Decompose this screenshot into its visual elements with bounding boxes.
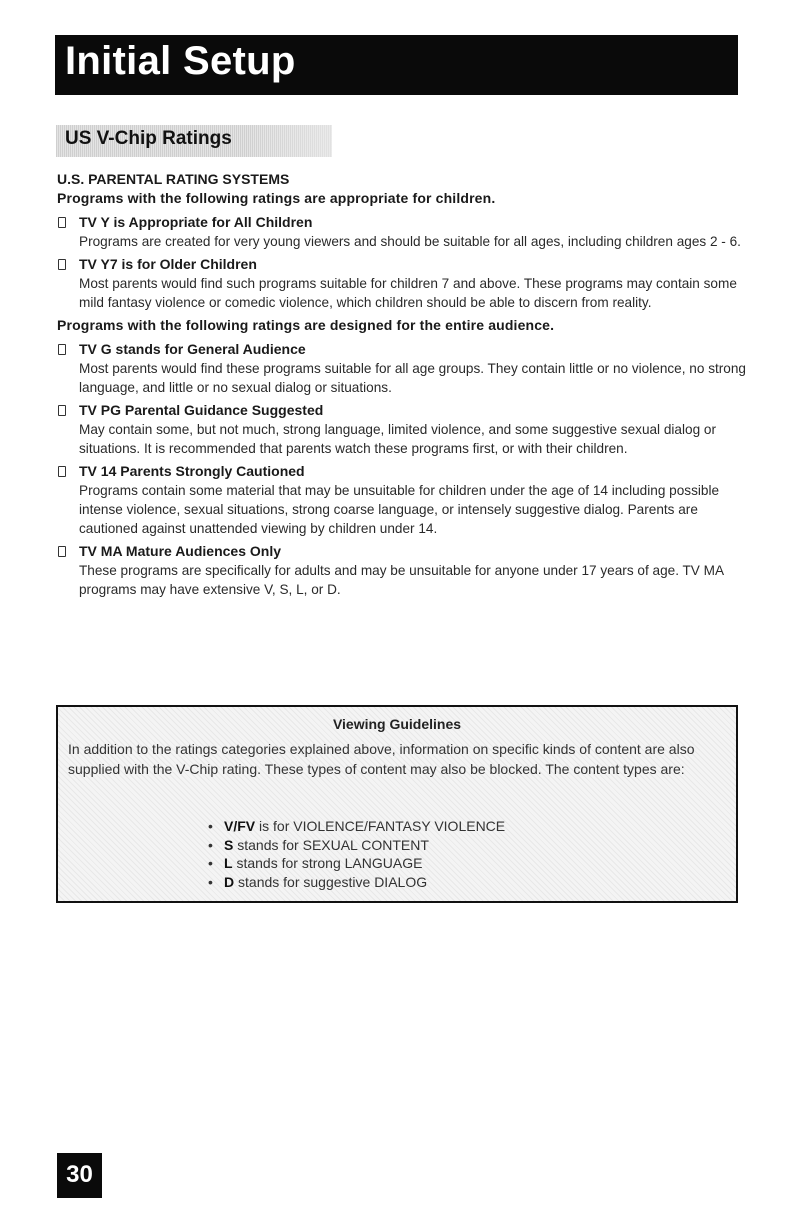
content-type-item: [208, 836, 505, 855]
page-number: 30: [66, 1161, 93, 1188]
rating-description: Programs contain some material that may be unsuitable for children under the age of 14 including possible intense violence, sexual situations, strong coarse language, or intensely suggestive dialog. Parents are cautioned against unattended viewing by children under 14.: [79, 483, 720, 536]
section-tab: [56, 125, 332, 157]
content-type-item: [208, 854, 505, 873]
page-number-badge: [57, 1153, 102, 1198]
section-title: US V-Chip Ratings: [65, 128, 232, 149]
rating-description: Most parents would find these programs suitable for all age groups. They contain little or no violence, no strong language, and little or no sexual dialog or situations.: [79, 361, 746, 395]
rating-item-tv-y: [57, 213, 747, 251]
checkbox-icon: [58, 405, 66, 416]
children-group-intro: Programs with the following ratings are appropriate for children.: [57, 190, 496, 206]
section-tab-fade: [246, 125, 332, 157]
checkbox-icon: [58, 344, 66, 355]
rating-heading: TV MA Mature Audiences Only: [79, 543, 281, 559]
content-type-text: stands for SEXUAL CONTENT: [237, 836, 429, 853]
content-type-text: stands for strong LANGUAGE: [236, 855, 423, 871]
bullet-icon: •: [208, 818, 213, 834]
bullet-icon: •: [208, 836, 213, 853]
rating-item-tv-14: [57, 462, 747, 538]
rating-heading: TV PG Parental Guidance Suggested: [79, 402, 324, 418]
content-type-text: stands for suggestive DIALOG: [238, 873, 428, 890]
content-type-code: V/FV: [224, 818, 256, 834]
rating-heading: TV Y7 is for Older Children: [79, 256, 257, 272]
bullet-icon: •: [208, 873, 213, 890]
content-types-list: [208, 817, 505, 891]
checkbox-icon: [58, 217, 66, 228]
guidelines-intro: In addition to the ratings categories explained above, information on specific kinds of content are also supplied with the V-Chip rating. These types of content may also be blocked. The content types are:: [68, 741, 695, 777]
rating-description: Most parents would find such programs suitable for children 7 and above. These programs may contain some mild fantasy violence or comedic violence, which children should be able to discern from reality.: [79, 276, 737, 310]
audience-group-intro: Programs with the following ratings are designed for the entire audience.: [57, 317, 555, 333]
content-type-code: D: [224, 873, 235, 890]
checkbox-icon: [58, 546, 66, 557]
rating-heading: TV G stands for General Audience: [79, 341, 306, 357]
ratings-content: [57, 170, 747, 603]
bullet-icon: •: [208, 855, 213, 871]
content-type-item: [208, 817, 505, 836]
rating-heading: TV Y is Appropriate for All Children: [79, 214, 313, 230]
rating-heading: TV 14 Parents Strongly Cautioned: [79, 463, 305, 479]
rating-description: These programs are specifically for adults and may be unsuitable for anyone under 17 years of age. TV MA programs may have extensive V, S, L, or D.: [79, 563, 724, 597]
rating-item-tv-y7: [57, 255, 747, 312]
content-type-item: [208, 873, 505, 892]
viewing-guidelines-box: [56, 705, 738, 903]
content-type-text: is for VIOLENCE/FANTASY VIOLENCE: [259, 818, 506, 834]
page-title: Initial Setup: [65, 39, 296, 83]
rating-item-tv-ma: [57, 542, 747, 599]
page-header: [55, 35, 738, 95]
rating-item-tv-pg: [57, 401, 747, 458]
checkbox-icon: [58, 466, 66, 477]
guidelines-title: Viewing Guidelines: [332, 716, 462, 732]
content-type-code: L: [224, 855, 233, 871]
rating-item-tv-g: [57, 340, 747, 397]
checkbox-icon: [58, 259, 66, 270]
rating-description: Programs are created for very young viewers and should be suitable for all ages, including children ages 2 - 6.: [79, 234, 741, 249]
rating-description: May contain some, but not much, strong language, limited violence, and some suggestive sexual dialog or situations. It is recommended that parents watch these programs first, or with their children.: [79, 422, 717, 456]
rating-system-title: U.S. PARENTAL RATING SYSTEMS: [57, 171, 290, 187]
content-type-code: S: [224, 836, 234, 853]
